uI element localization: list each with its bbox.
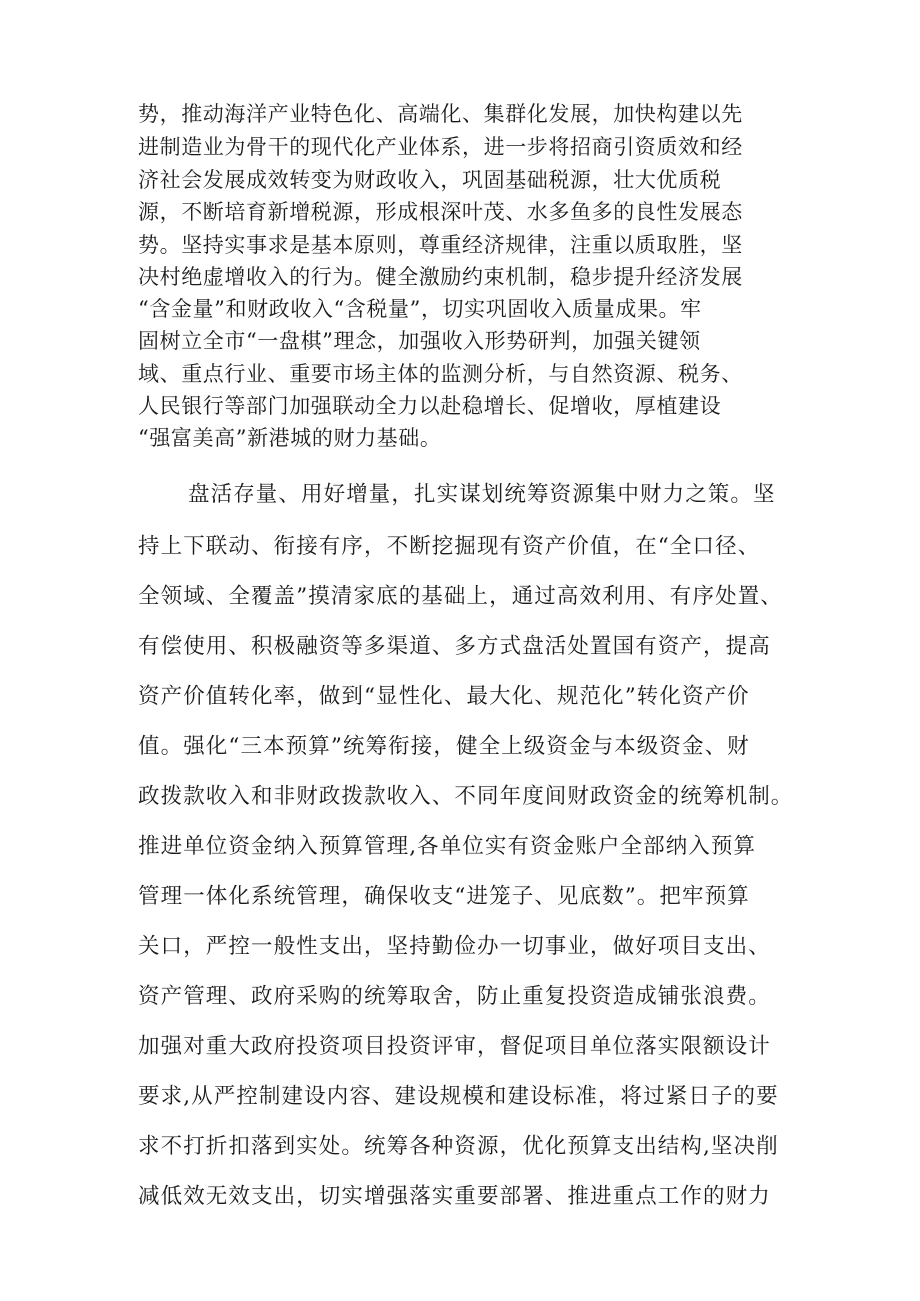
paragraph-line: 域、重点行业、重要市场主体的监测分析，与自然资源、税务、	[138, 362, 743, 386]
paragraph-line: 关口，严控一般性支出，坚持勤俭办一切事业，做好项目支出、	[138, 934, 771, 959]
paragraph-line: 政拨款收入和非财政拨款收入、不同年度间财政资金的统筹机制。	[138, 784, 794, 809]
paragraph-line: 源，不断培育新增税源，形成根深叶茂、水多鱼多的良性发展态	[138, 200, 743, 224]
paragraph-line: 资产价值转化率，做到“显性化、最大化、规范化”转化资产价	[138, 684, 750, 709]
paragraph-line: 有偿使用、积极融资等多渠道、多方式盘活处置国有资产，提高	[138, 634, 771, 659]
paragraph-line: 固树立全市“一盘棋”理念，加强收入形势研判，加强关键领	[138, 329, 701, 353]
paragraph-line: “含金量”和财政收入“含税量”，切实巩固收入质量成果。牢	[138, 297, 702, 321]
paragraph-line: “强富美高”新港城的财力基础。	[138, 426, 442, 450]
paragraph-line: 全领域、全覆盖”摸清家底的基础上，通过高效利用、有序处置、	[138, 584, 783, 609]
paragraph-line: 势，推动海洋产业特色化、高端化、集群化发展，加快构建以先	[138, 102, 743, 126]
paragraph-line: 减低效无效支出，切实增强落实重要部署、推进重点工作的财力	[138, 1184, 771, 1209]
paragraph-line: 值。强化“三本预算”统筹衔接，健全上级资金与本级资金、财	[138, 734, 750, 759]
paragraph-first-line: 盘活存量、用好增量，扎实谋划统筹资源集中财力之策。坚	[188, 482, 776, 507]
paragraph-line: 管理一体化系统管理，确保收支“进笼子、见底数”。把牢预算	[138, 884, 750, 909]
paragraph-line: 济社会发展成效转变为财政收入，巩固基础税源，壮大优质税	[138, 168, 722, 192]
paragraph-line: 势。坚持实事求是基本原则，尊重经济规律，注重以质取胜，坚	[138, 233, 743, 257]
paragraph-line: 资产管理、政府采购的统筹取舍，防止重复投资造成铺张浪费。	[138, 984, 771, 1009]
paragraph-line: 人民银行等部门加强联动全力以赴稳增长、促增收，厚植建设	[138, 394, 722, 418]
paragraph-line: 要求,从严控制建设内容、建设规模和建设标准，将过紧日子的要	[138, 1084, 779, 1109]
paragraph-line: 推进单位资金纳入预算管理,各单位实有资金账户全部纳入预算	[138, 834, 757, 859]
paragraph-line: 加强对重大政府投资项目投资评审，督促项目单位落实限额设计	[138, 1034, 771, 1059]
paragraph-line: 求不打折扣落到实处。统筹各种资源，优化预算支出结构,坚决削	[138, 1134, 779, 1159]
paragraph-line: 决村绝虚增收入的行为。健全激励约束机制，稳步提升经济发展	[138, 265, 743, 289]
paragraph-line: 进制造业为骨干的现代化产业体系，进一步将招商引资质效和经	[138, 135, 743, 159]
paragraph-line: 持上下联动、衔接有序，不断挖掘现有资产价值，在“全口径、	[138, 534, 761, 559]
